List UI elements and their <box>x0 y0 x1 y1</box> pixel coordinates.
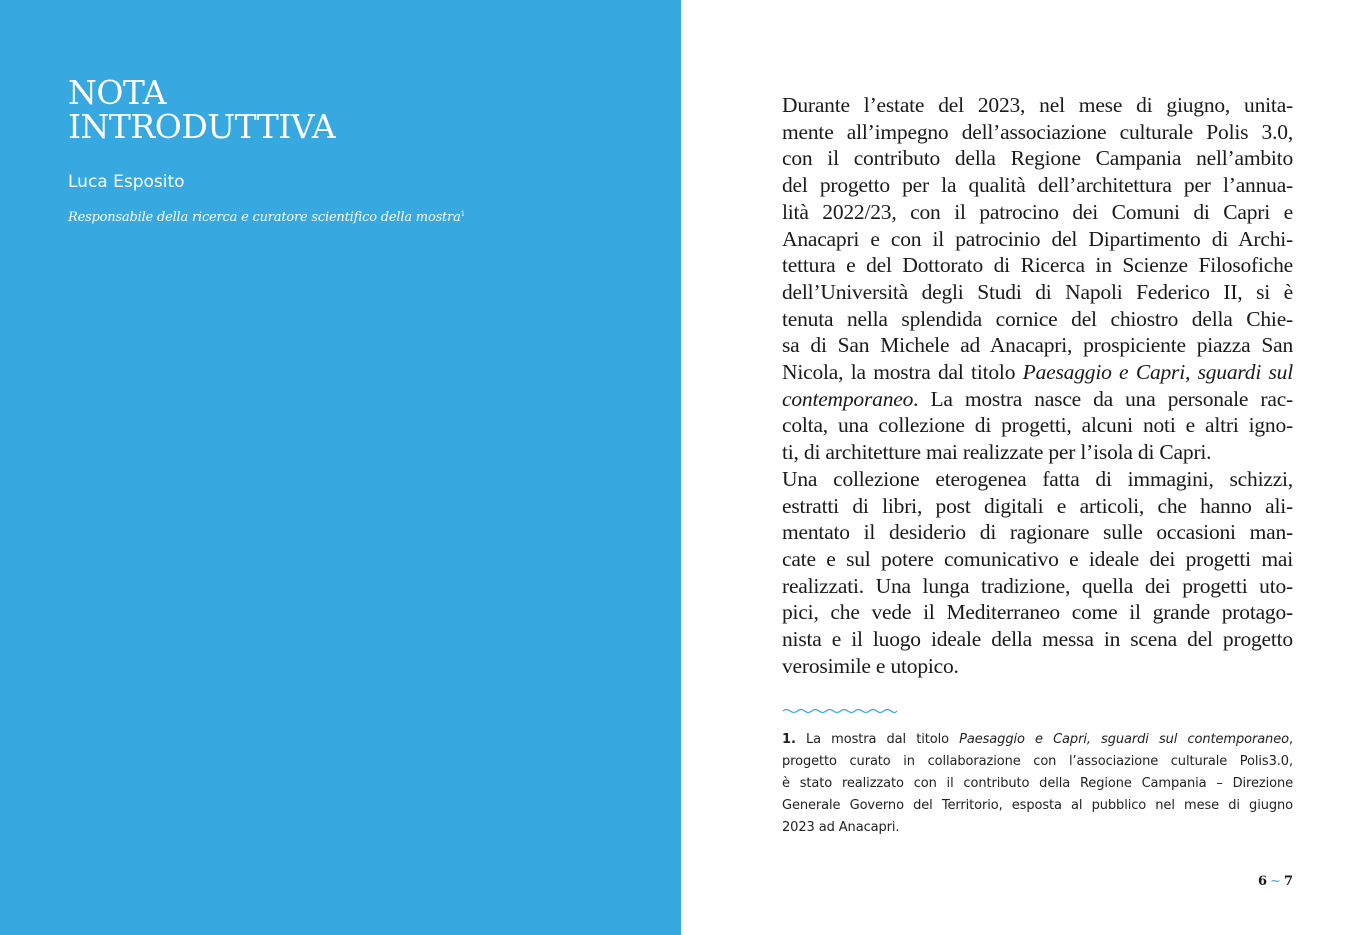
body-line: mente all’impegno dell’associazione culturale Polis 3.0, <box>782 119 1293 144</box>
exhibition-title-cont: contemporaneo <box>782 386 914 411</box>
body-line: Una collezione eterogenea fatta di immagini, schizzi, <box>782 466 1293 491</box>
author-role-text: Responsabile della ricerca e curatore scientifico della mostra <box>68 210 461 225</box>
body-line: con il contributo della Regione Campania nell’ambito <box>782 146 1293 171</box>
footnote-text-run: La mostra dal titolo <box>795 732 960 747</box>
author-role <box>68 204 465 228</box>
body-line: tettura e del Dottorato di Ricerca in Scienze Filosofiche <box>782 253 1293 278</box>
chapter-title <box>68 73 336 146</box>
page-separator: ~ <box>1270 874 1281 889</box>
body-line: sa di San Michele ad Anacapri, prospiciente piazza San <box>782 333 1293 358</box>
footnote-line: è stato realizzato con il contributo della Regione Campania – Direzione <box>782 776 1293 791</box>
page-number-right: 7 <box>1283 874 1293 889</box>
paragraph-1 <box>782 92 1293 466</box>
right-page <box>681 0 1361 935</box>
body-text-run: . La mostra nasce da una personale rac- <box>913 386 1293 411</box>
body-text <box>782 92 1293 679</box>
page-numbers <box>1258 874 1293 889</box>
body-line: tenuta nella splendida cornice del chiostro della Chie- <box>782 306 1293 331</box>
title-line-2: INTRODUTTIVA <box>68 107 336 146</box>
body-line: Durante l’estate del 2023, nel mese di giugno, unita- <box>782 93 1293 117</box>
body-line: realizzati. Una lunga tradizione, quella dei progetti uto- <box>782 573 1293 598</box>
body-line: estratti di libri, post digitali e articoli, che hanno ali- <box>782 493 1293 518</box>
page-number-left: 6 <box>1258 874 1268 889</box>
footnote-number: 1. <box>782 732 796 747</box>
body-line: mentato il desiderio di ragionare sulle occasioni man- <box>782 520 1293 545</box>
footnote <box>782 729 1293 839</box>
footnote-line <box>782 729 1293 751</box>
footnote-ref: 1 <box>460 210 465 218</box>
body-line: dell’Università degli Studi di Napoli Federico II, si è <box>782 279 1293 304</box>
body-line: pici, che vede il Mediterraneo come il grande protago- <box>782 600 1293 625</box>
body-line: lità 2022/23, con il patrocino dei Comuni di Capri e <box>782 199 1293 224</box>
body-line: ti, di architetture mai realizzate per l’isola di Capri. <box>782 440 1212 465</box>
footnote-exhibition-title: Paesaggio e Capri, sguardi sul contemporaneo <box>959 732 1289 747</box>
body-text-run: Nicola, la mostra dal titolo <box>782 360 1023 385</box>
paragraph-2 <box>782 466 1293 680</box>
body-line: Anacapri e con il patrocinio del Dipartimento di Archi- <box>782 226 1293 251</box>
footnote-text-run: , <box>1288 732 1293 747</box>
body-line: cate e sul potere comunicativo e ideale dei progetti mai <box>782 546 1293 571</box>
body-line: del progetto per la qualità dell’architettura per l’annua- <box>782 173 1293 198</box>
footnote-line: progetto curato in collaborazione con l’associazione culturale Polis3.0, <box>782 754 1293 769</box>
footnote-line: 2023 ad Anacapri. <box>782 820 900 835</box>
author-name: Luca Esposito <box>68 172 185 192</box>
title-line-1: NOTA <box>68 73 166 112</box>
body-line: verosimile e utopico. <box>782 653 959 678</box>
footnote-line: Generale Governo del Territorio, esposta al pubblico nel mese di giugno <box>782 798 1293 813</box>
body-line <box>782 386 1293 413</box>
exhibition-title: Paesaggio e Capri, sguardi sul <box>1022 360 1294 385</box>
body-line: nista e il luogo ideale della messa in scena del progetto <box>782 627 1293 652</box>
wave-divider-icon <box>782 706 898 716</box>
body-line: colta, una collezione di progetti, alcuni noti e altri igno- <box>782 413 1293 438</box>
body-line <box>782 359 1293 386</box>
